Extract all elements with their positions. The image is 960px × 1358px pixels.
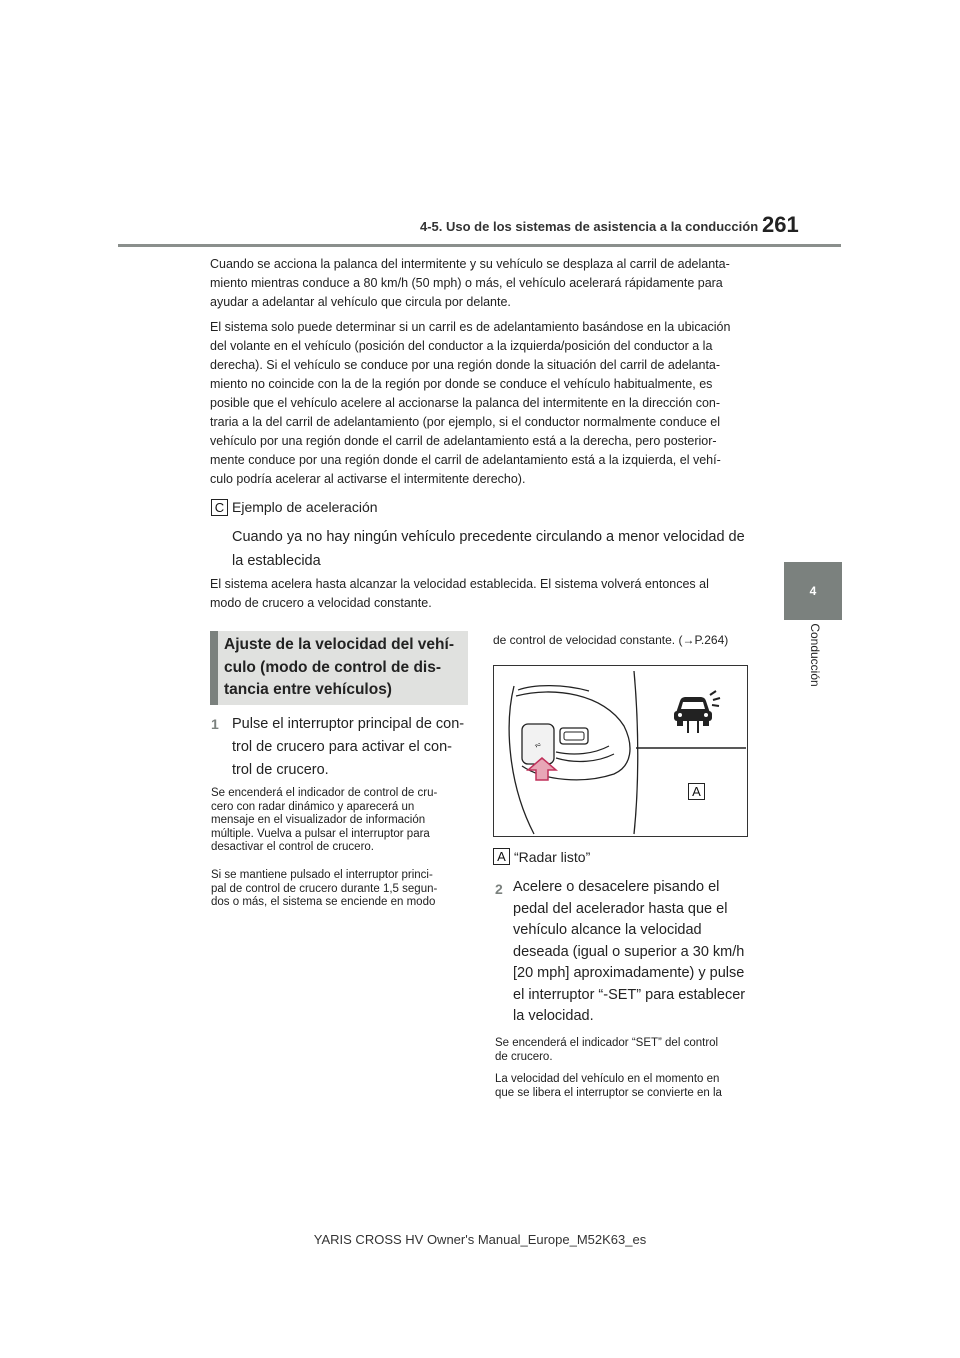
step-2-text: Acelere o desacelere pisando el pedal del acelerador hasta que el vehículo alcance la velocidad deseada (igual o superior a 30 km/h [20 mph] aproximadamente) y pulse el interruptor “-SET” para establecer la velocidad. xyxy=(513,879,746,1024)
section-heading: Ajuste de la velocidad del vehí- culo (modo de control de dis- tancia entre vehículos) xyxy=(224,636,454,698)
note-speed-release: La velocidad del vehículo en el momento en que se libera el interruptor se convierte en la xyxy=(495,1073,722,1099)
chapter-tab[interactable] xyxy=(784,562,842,620)
section-header: 4-5. Uso de los sistemas de asistencia a la conducción xyxy=(420,219,759,234)
section-heading-bar xyxy=(210,631,218,705)
note-indicator: Se encenderá el indicador de control de cru- cero con radar dinámico y aparecerá un mensaje en el visualizador de información múltiple. Vuelva a pulsar el interruptor para desactivar el control de crucero. xyxy=(211,787,438,853)
example-badge: C xyxy=(211,499,228,516)
note-hold-switch: Si se mantiene pulsado el interruptor princi- pal de control de crucero durante 1,5 segun- dos o más, el sistema se enciende en modo xyxy=(211,869,438,908)
paragraph-lane-detection: El sistema solo puede determinar si un carril es de adelantamiento basándose en la ubicación del volante en el vehículo (posición del conductor a la izquierda/posición del conductor a la derecha). Si el vehículo se conduce por una región donde la situación del carril de adelanta- miento no coincide con la de la región por donde se conduce el vehículo habitualmente, es posible que el vehículo acelere al accionarse la palanca del intermitente en la dirección con- traria a la del carril de adelantamiento (por ejemplo, si el conductor normalmente conduce el vehículo por una región donde el carril de adelantamiento está a la derecha, pero posterior- mente conduce por una región donde el carril de adelantamiento está a la izquierda, el vehí- culo podría acelerar al activarse el intermitente derecho). xyxy=(210,320,731,486)
header-divider xyxy=(118,244,841,247)
steering-wheel-switch-icon xyxy=(494,666,747,836)
note-set-indicator: Se encenderá el indicador “SET” del control de crucero. xyxy=(495,1037,719,1063)
figure-caption: “Radar listo” xyxy=(514,849,591,865)
radar-cruise-indicator-icon xyxy=(674,691,720,733)
chapter-number: 4 xyxy=(809,584,817,598)
footer-manual-id: YARIS CROSS HV Owner's Manual_Europe_M52K63_es xyxy=(313,1232,647,1247)
step-1-text: Pulse el interruptor principal de con- trol de crucero para activar el con- trol de crucero. xyxy=(232,716,465,778)
paragraph-overtake: Cuando se acciona la palanca del intermitente y su vehículo se desplaza al carril de adelanta- miento mientras conduce a 80 km/h (50 mph) o más, el vehículo acelerará rápidamente para ayudar a adelantar al vehículo que circula por delante. xyxy=(210,257,730,309)
chapter-label-wrap xyxy=(760,625,870,685)
steering-switch-figure xyxy=(493,665,748,837)
step-2-number: 2 xyxy=(495,881,503,897)
example-lead: Cuando ya no hay ningún vehículo precedente circulando a menor velocidad de la establecida xyxy=(232,529,745,569)
svg-text:⩫: ⩫ xyxy=(534,741,542,751)
step-1-number: 1 xyxy=(211,716,219,732)
figure-badge-a: A xyxy=(688,783,705,800)
example-title: Ejemplo de aceleración xyxy=(232,499,378,515)
chapter-label: Conducción xyxy=(808,623,822,687)
page-number: 261 xyxy=(762,212,799,237)
paragraph-accelerates: El sistema acelera hasta alcanzar la velocidad establecida. El sistema volverá entonces al modo de crucero a velocidad constante. xyxy=(210,577,709,610)
continued-text: de control de velocidad constante. (→P.264) xyxy=(493,633,729,647)
caption-badge-a: A xyxy=(493,848,510,865)
